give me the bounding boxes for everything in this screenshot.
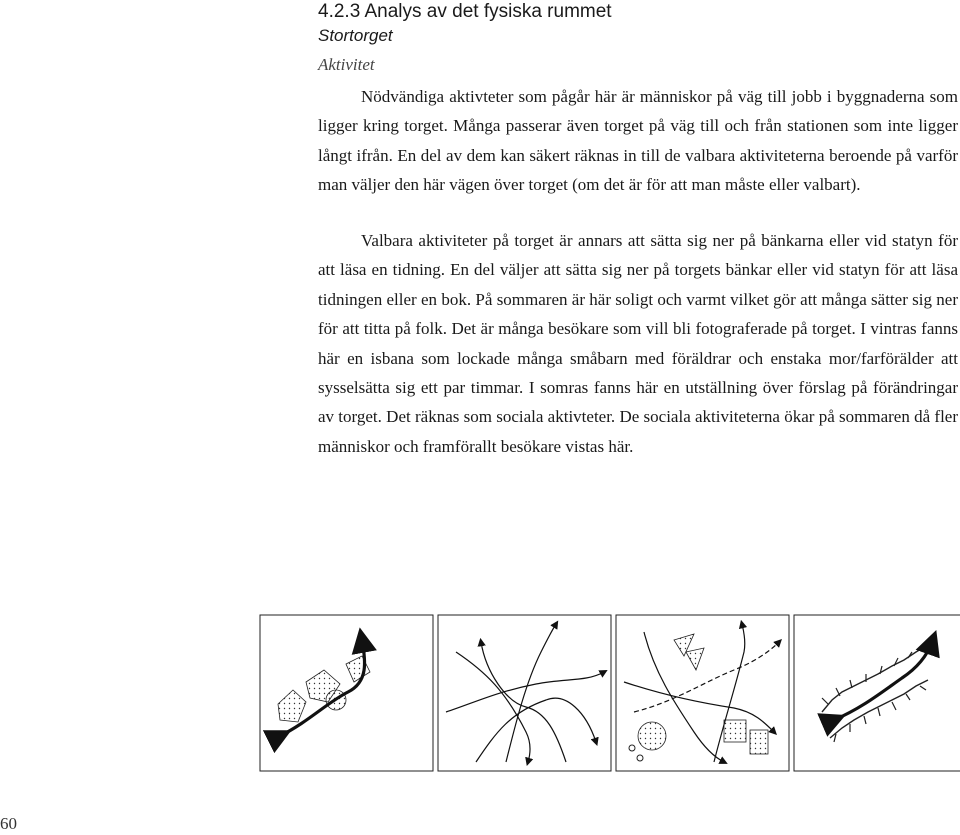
page-number: 60: [0, 814, 17, 833]
section-heading: 4.2.3 Analys av det fysiska rummet: [318, 1, 612, 22]
sketch-main-path: [258, 612, 436, 774]
subheading-aktivitet: Aktivitet: [318, 55, 375, 74]
paragraph-necessary-activities: Nödvändiga aktivteter som pågår här är människor på väg till jobb i byggnaderna som ligger kring torget. Många passerar även torget på väg till och från stationen som inte ligger långt ifrån. En del av dem kan säkert räknas in till de valbara aktiviteterna beroende på varför man väljer den här vägen över torget (om det är för att man måste eller valbart).: [318, 87, 958, 195]
sketch-scattered-objects: [614, 612, 792, 774]
sketch-path-with-benches: [792, 612, 960, 774]
sketch-crossing-paths: [436, 612, 614, 774]
paragraph-optional-activities: Valbara aktiviteter på torget är annars att sätta sig ner på bänkarna eller vid statyn för att läsa en tidning. En del väljer att sätta sig ner på torgets bänkar eller vid statyn för att läsa tidningen eller en bok. På sommaren är här soligt och varmt vilket gör att många sätter sig ner för att titta på folk. Det är många besökare som vill bli fotograferade på torget. I vintras fanns här en isbana som lockade många småbarn med föräldrar och enstaka mor/farförälder att sysselsätta sig ett par timmar. I somras fanns här en utställning över förslag på förändringar av torget. Det räknas som sociala aktivteter. De sociala aktiviteterna ökar på sommaren då fler människor och framförallt besökare vistas här.: [318, 231, 958, 456]
subheading-stortorget: Stortorget: [318, 26, 393, 45]
